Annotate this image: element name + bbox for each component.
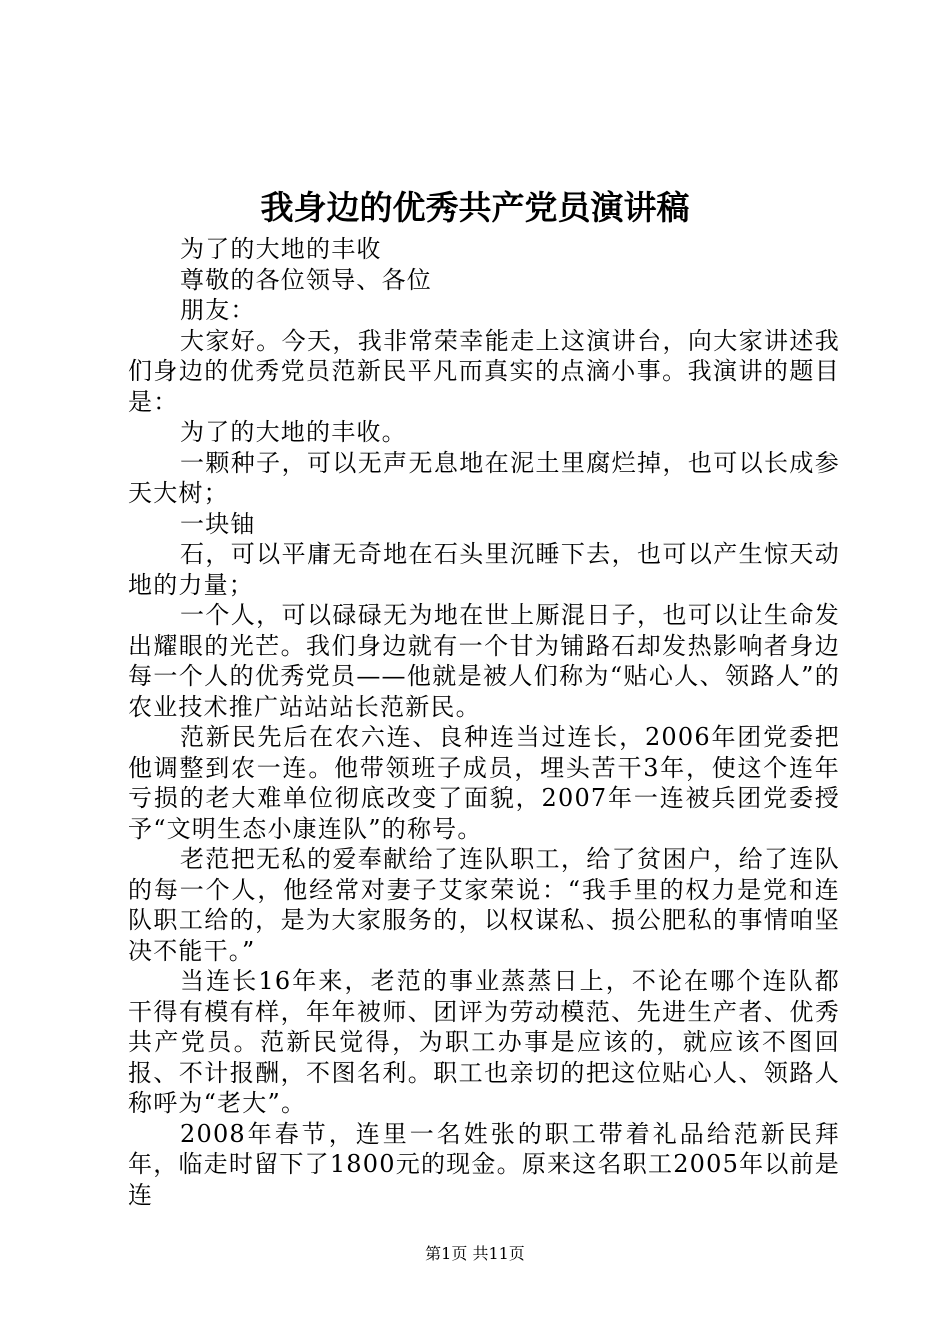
paragraph: 范新民先后在农六连、良种连当过连长，2006年团党委把他调整到农一连。他带领班子成员，埋头苦干3年，使这个连年亏损的老大难单位彻底改变了面貌，2007年一连被兵团党委授予“文明生态小康连队”的称号。: [128, 723, 840, 843]
document-body: [128, 234, 840, 1210]
paragraph: 一颗种子，可以无声无息地在泥土里腐烂掉，也可以长成参天大树；: [128, 448, 840, 507]
paragraph: 老范把无私的爱奉献给了连队职工，给了贫困户，给了连队的每一个人，他经常对妻子艾家荣说：“我手里的权力是党和连队职工给的，是为大家服务的，以权谋私、损公肥私的事情咱坚决不能干。”: [128, 845, 840, 965]
paragraph: 大家好。今天，我非常荣幸能走上这演讲台，向大家讲述我们身边的优秀党员范新民平凡而真实的点滴小事。我演讲的题目是：: [128, 326, 840, 416]
paragraph: 2008年春节，连里一名姓张的职工带着礼品给范新民拜年，临走时留下了1800元的现金。原来这名职工2005年以前是连: [128, 1119, 840, 1209]
paragraph: 一个人，可以碌碌无为地在世上厮混日子，也可以让生命发出耀眼的光芒。我们身边就有一个甘为铺路石却发热影响者身边每一个人的优秀党员——他就是被人们称为“贴心人、领路人”的农业技术推广站站站长范新民。: [128, 601, 840, 721]
page-title: 我身边的优秀共产党员演讲稿: [260, 188, 690, 227]
page-footer: 第1页 共11页: [425, 1244, 525, 1263]
paragraph: 尊敬的各位领导、各位: [180, 265, 432, 294]
paragraph: 一块铀: [180, 509, 256, 538]
paragraph: 为了的大地的丰收: [180, 235, 382, 263]
paragraph: 石，可以平庸无奇地在石头里沉睡下去，也可以产生惊天动地的力量；: [128, 540, 840, 599]
paragraph: 当连长16年来，老范的事业蒸蒸日上，不论在哪个连队都干得有模有样，年年被师、团评为劳动模范、先进生产者、优秀共产党员。范新民觉得，为职工办事是应该的，就应该不图回报、不计报酬，不图名利。职工也亲切的把这位贴心人、领路人称呼为“老大”。: [128, 967, 840, 1117]
paragraph: 为了的大地的丰收。: [180, 418, 407, 446]
paragraph: 朋友：: [180, 296, 256, 324]
